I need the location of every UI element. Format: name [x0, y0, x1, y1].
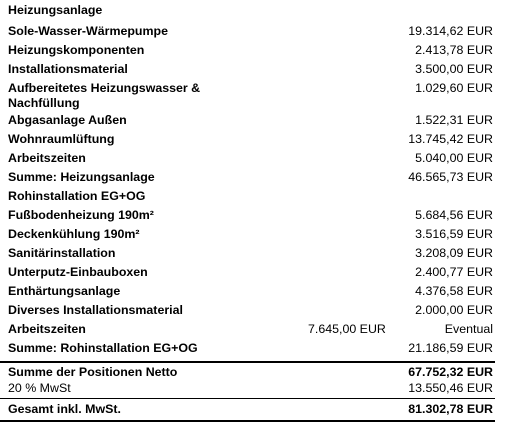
- item-label: Wohnraumlüftung: [8, 132, 115, 146]
- item-amount: 2.000,00 EUR: [415, 303, 493, 317]
- item-label: Sanitärinstallation: [8, 246, 116, 260]
- subtotal-amount: 21.186,59 EUR: [408, 341, 493, 355]
- item-label: Deckenkühlung 190m²: [8, 227, 140, 241]
- item-amount: 5.684,56 EUR: [415, 208, 493, 222]
- item-label: Installationsmaterial: [8, 62, 128, 76]
- item-amount: 3.500,00 EUR: [415, 62, 493, 76]
- net-total-label: Summe der Positionen Netto: [8, 365, 178, 379]
- divider: [0, 398, 495, 399]
- item-label: Abgasanlage Außen: [8, 113, 127, 127]
- item-label: Arbeitszeiten: [8, 151, 86, 165]
- item-amount: 2.400,77 EUR: [415, 265, 493, 279]
- item-amount: 4.376,58 EUR: [415, 284, 493, 298]
- item-label: Diverses Installationsmaterial: [8, 303, 183, 317]
- subtotal-label: Summe: Rohinstallation EG+OG: [8, 341, 198, 355]
- gross-total-label: Gesamt inkl. MwSt.: [8, 402, 121, 416]
- item-amount: 3.516,59 EUR: [415, 227, 493, 241]
- item-label: Unterputz-Einbauboxen: [8, 265, 148, 279]
- item-label: Aufbereitetes Heizungswasser & Nachfüllung: [8, 81, 201, 110]
- item-amount: 19.314,62 EUR: [408, 24, 493, 38]
- item-label: Fußbodenheizung 190m²: [8, 208, 154, 222]
- eventual-note: Eventual: [444, 322, 493, 336]
- subtotal-label: Summe: Heizungsanlage: [8, 170, 155, 184]
- subtotal-amount: 46.565,73 EUR: [408, 170, 493, 184]
- item-amount: 5.040,00 EUR: [415, 151, 493, 165]
- net-total-amount: 67.752,32 EUR: [408, 365, 493, 379]
- item-label: Heizungskomponenten: [8, 43, 145, 57]
- divider: [0, 361, 495, 363]
- vat-amount: 13.550,46 EUR: [408, 381, 493, 395]
- item-label: Sole-Wasser-Wärmepumpe: [8, 24, 168, 38]
- section-heading-heizungsanlage: Heizungsanlage: [8, 3, 103, 17]
- item-amount: 1.522,31 EUR: [415, 113, 493, 127]
- item-label: Enthärtungsanlage: [8, 284, 121, 298]
- item-label: Arbeitszeiten: [8, 322, 86, 336]
- eventual-amount: 7.645,00 EUR: [308, 322, 386, 336]
- item-amount: 3.208,09 EUR: [415, 246, 493, 260]
- divider: [0, 420, 495, 422]
- gross-total-amount: 81.302,78 EUR: [408, 402, 493, 416]
- item-amount: 13.745,42 EUR: [408, 132, 493, 146]
- section-heading-rohinstallation: Rohinstallation EG+OG: [8, 189, 146, 203]
- item-amount: 1.029,60 EUR: [415, 81, 493, 95]
- vat-label: 20 % MwSt: [8, 381, 71, 395]
- item-amount: 2.413,78 EUR: [415, 43, 493, 57]
